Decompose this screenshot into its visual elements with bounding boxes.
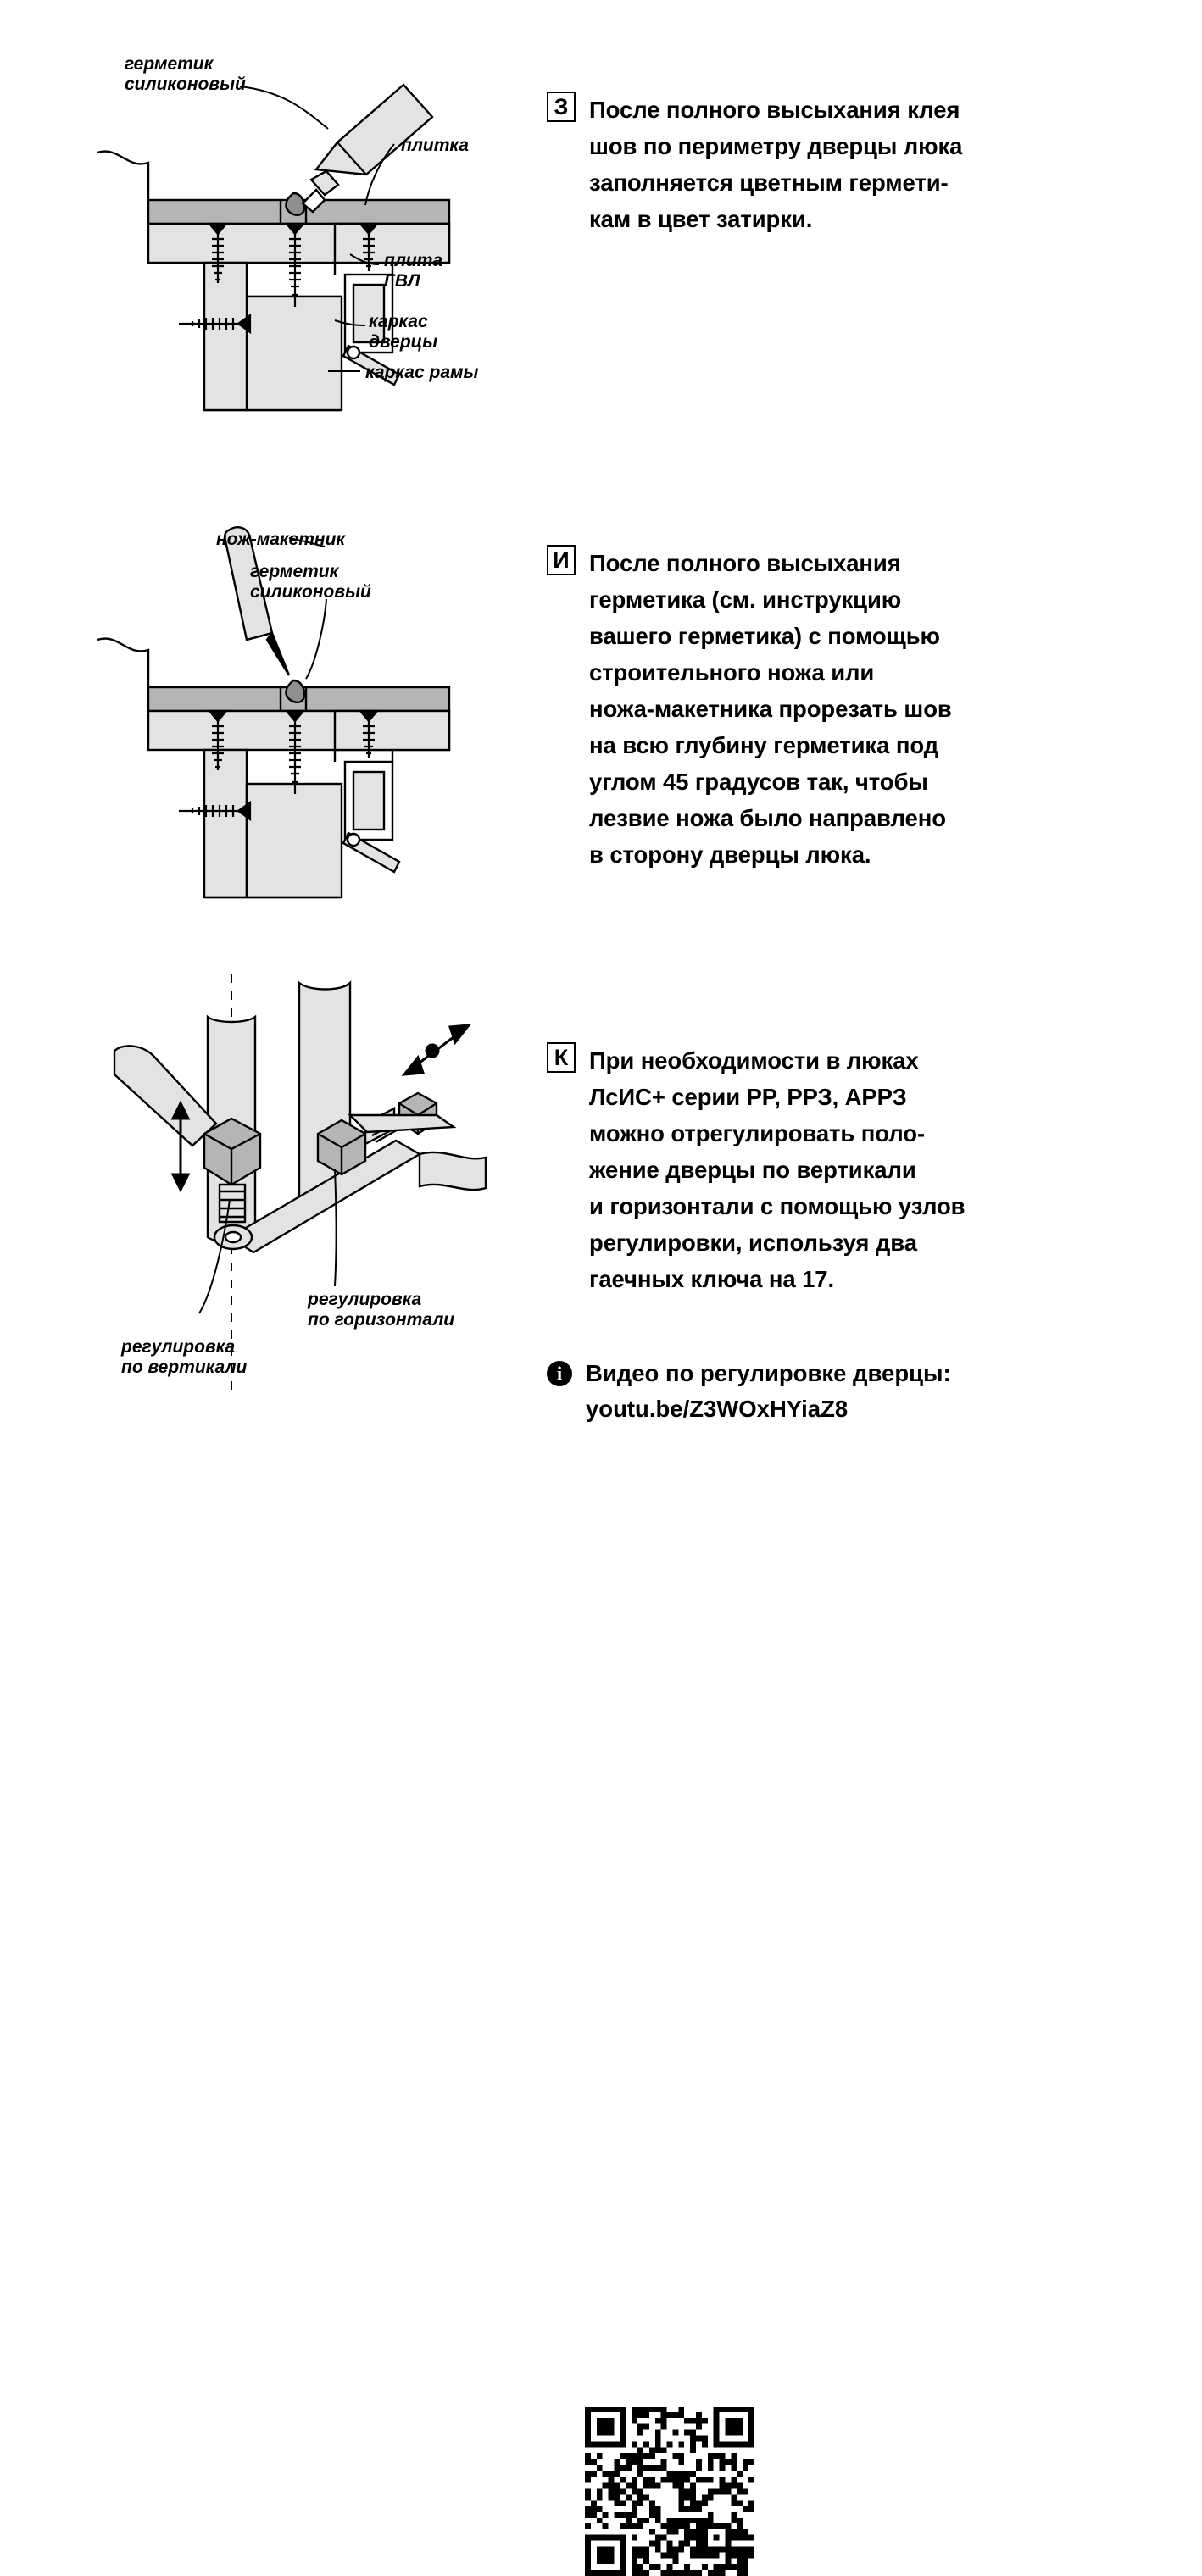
step-1-line-3: заполняется цветным гермети- xyxy=(589,169,949,196)
step-3-line-3: можно отрегулировать поло- xyxy=(589,1120,926,1146)
qr-code[interactable] xyxy=(585,2407,754,2576)
figure2-label-sealant-line1: герметик xyxy=(250,562,339,581)
video-note xyxy=(547,1356,1098,1427)
step-3-line-7: гаечных ключа на 17. xyxy=(589,1266,835,1292)
figure-sealant-application xyxy=(81,51,504,470)
step-1-badge: З xyxy=(547,92,576,122)
video-note-url[interactable]: youtu.be/Z3WOxHYiaZ8 xyxy=(586,1396,849,1422)
figure-knife-cutting xyxy=(81,513,504,941)
figure3-label-vertical-line2: по вертикали xyxy=(121,1357,248,1377)
step-2-line-8: лезвие ножа было направлено xyxy=(589,805,946,831)
figure1-label-tile: плитка xyxy=(401,136,469,155)
video-note-label: Видео по регулировке дверцы: xyxy=(586,1360,951,1386)
step-3-line-2: ЛсИС+ серии РР, РРЗ, АРРЗ xyxy=(589,1084,907,1110)
step-2-text xyxy=(547,545,1098,873)
step-3-body xyxy=(589,1042,965,1297)
step-3-line-4: жение дверцы по вертикали xyxy=(589,1157,916,1183)
info-icon: i xyxy=(547,1361,572,1386)
step-2-line-4: строительного ножа или xyxy=(589,659,875,686)
step-3-line-5: и горизонтали с помощью узлов xyxy=(589,1193,965,1219)
step-2-badge: И xyxy=(547,545,576,575)
step-2-line-5: ножа-макетника прорезать шов xyxy=(589,696,952,722)
step-1 xyxy=(547,92,1098,237)
step-1-line-2: шов по периметру дверцы люка xyxy=(589,133,963,159)
adjustment-unit-diagram xyxy=(81,958,521,1449)
step-2 xyxy=(547,545,1098,873)
figure1-label-sealant-line1: герметик xyxy=(125,54,214,74)
step-3-badge: К xyxy=(547,1042,576,1073)
step-2-line-1: После полного высыхания xyxy=(589,550,901,576)
figure1-label-gvl-line1: плита xyxy=(384,251,443,270)
figure3-label-vertical-line1: регулировка xyxy=(121,1337,236,1357)
figure1-label-doorframe-line1: каркас xyxy=(369,312,428,331)
step-2-line-6: на всю глубину герметика под xyxy=(589,732,939,758)
figure3-label-horizontal-line1: регулировка xyxy=(308,1290,422,1309)
step-3-line-6: регулировки, используя два xyxy=(589,1230,917,1256)
figure2-label-sealant-line2: силиконовый xyxy=(250,582,371,602)
step-2-line-7: углом 45 градусов так, чтобы xyxy=(589,769,928,795)
figure1-label-frame: каркас рамы xyxy=(365,363,479,382)
figure1-label-doorframe-line2: дверцы xyxy=(369,332,438,352)
step-1-line-4: кам в цвет затирки. xyxy=(589,206,813,232)
qr-code-image xyxy=(585,2407,754,2576)
step-1-body xyxy=(589,92,962,237)
step-3-line-1: При необходимости в люках xyxy=(589,1047,919,1074)
step-1-line-1: После полного высыхания клея xyxy=(589,97,960,123)
figure3-label-horizontal-line2: по горизонтали xyxy=(308,1310,455,1330)
step-2-line-3: вашего герметика) с помощью xyxy=(589,623,940,649)
figure1-label-sealant-line2: силиконовый xyxy=(125,75,246,94)
figure-adjustment-unit xyxy=(81,958,521,1453)
knife-cutting-diagram xyxy=(81,513,504,936)
step-2-line-2: герметика (см. инструкцию xyxy=(589,586,902,613)
step-1-text xyxy=(547,92,1098,237)
step-3 xyxy=(547,1042,1098,1297)
figure1-label-gvl-line2: ГВЛ xyxy=(384,271,420,291)
step-2-line-9: в сторону дверцы люка. xyxy=(589,841,871,868)
figure2-label-knife: нож-макетник xyxy=(216,530,346,549)
step-2-body xyxy=(589,545,952,873)
sealant-application-diagram xyxy=(81,51,504,466)
step-3-text xyxy=(547,1042,1098,1297)
